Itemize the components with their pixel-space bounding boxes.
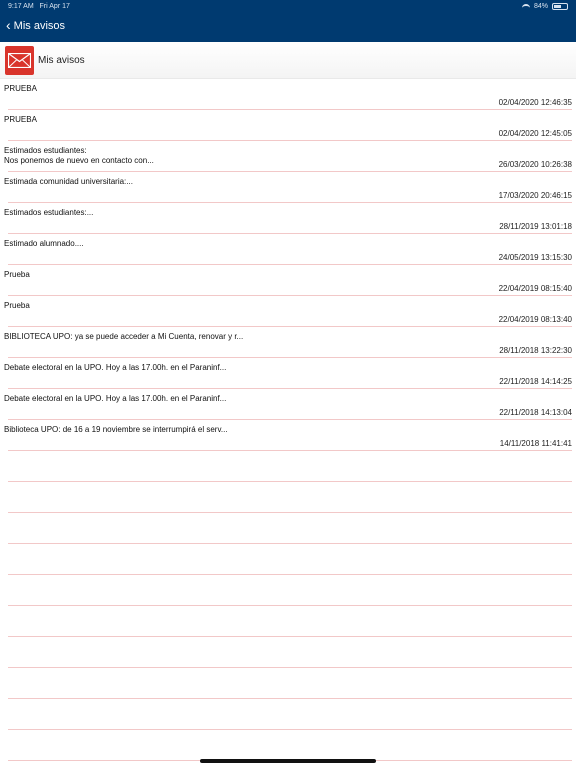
list-item[interactable] <box>4 79 572 110</box>
notice-date: 02/04/2020 12:45:05 <box>498 129 572 138</box>
notice-date: 22/11/2018 14:13:04 <box>499 408 572 417</box>
notice-date: 14/11/2018 11:41:41 <box>499 439 572 448</box>
status-time-date <box>8 3 70 10</box>
back-label: Mis avisos <box>13 19 66 32</box>
page-title: Mis avisos <box>38 55 85 66</box>
page-header <box>0 42 576 79</box>
notice-title: Estimada comunidad universitaria:... <box>4 177 133 186</box>
battery-percent: 84% <box>533 3 548 10</box>
list-item[interactable] <box>4 389 572 420</box>
list-item[interactable] <box>4 327 572 358</box>
notice-date: 22/04/2019 08:15:40 <box>498 284 572 293</box>
notice-date: 02/04/2020 12:46:35 <box>498 98 572 107</box>
list-item[interactable] <box>4 110 572 141</box>
notice-date: 26/03/2020 10:26:38 <box>498 160 572 169</box>
notice-date: 17/03/2020 20:46:15 <box>498 191 572 200</box>
status-bar <box>0 0 576 14</box>
notice-title: Prueba <box>4 301 30 310</box>
notice-title: Estimados estudiantes:... <box>4 208 94 217</box>
list-item[interactable] <box>4 420 572 451</box>
list-item[interactable] <box>4 265 572 296</box>
empty-row-separator <box>8 575 572 606</box>
status-date: Fri Apr 17 <box>39 3 70 10</box>
empty-row-separator <box>8 482 572 513</box>
list-item[interactable] <box>4 172 572 203</box>
empty-row-separator <box>8 544 572 575</box>
notice-title: Debate electoral en la UPO. Hoy a las 17.00h. en el Paraninf... <box>4 394 227 403</box>
list-item[interactable] <box>4 234 572 265</box>
navigation-bar <box>0 14 576 42</box>
empty-row-separator <box>8 451 572 482</box>
notice-title: Debate electoral en la UPO. Hoy a las 17.00h. en el Paraninf... <box>4 363 227 372</box>
status-time: 9:17 AM <box>8 3 34 10</box>
notice-date: 22/04/2019 08:13:40 <box>498 315 572 324</box>
notice-list <box>0 79 576 761</box>
empty-row-separator <box>8 699 572 730</box>
empty-row-separator <box>8 606 572 637</box>
notice-date: 22/11/2018 14:14:25 <box>499 377 572 386</box>
notice-date: 28/11/2018 13:22:30 <box>499 346 572 355</box>
empty-row-separator <box>8 637 572 668</box>
empty-row-separator <box>8 668 572 699</box>
list-item[interactable] <box>4 141 572 172</box>
battery-icon <box>552 3 568 10</box>
wifi-icon <box>522 4 530 10</box>
back-button[interactable] <box>6 19 65 32</box>
notice-title: Estimados estudiantes: Nos ponemos de nuevo en contacto con... <box>4 146 154 165</box>
notice-date: 28/11/2019 13:01:18 <box>499 222 572 231</box>
notice-title: Estimado alumnado.... <box>4 239 84 248</box>
list-item[interactable] <box>4 296 572 327</box>
envelope-icon <box>8 53 31 68</box>
chevron-left-icon: ‹ <box>6 17 11 33</box>
list-item[interactable] <box>4 358 572 389</box>
notice-date: 24/05/2019 13:15:30 <box>498 253 572 262</box>
home-indicator <box>200 759 376 763</box>
status-right <box>522 3 568 10</box>
list-item[interactable] <box>4 203 572 234</box>
empty-row-separator <box>8 730 572 761</box>
notice-title: PRUEBA <box>4 115 37 124</box>
mail-icon <box>5 46 34 75</box>
notice-title: PRUEBA <box>4 84 37 93</box>
notice-title: Prueba <box>4 270 30 279</box>
notice-title: Biblioteca UPO: de 16 a 19 noviembre se interrumpirá el serv... <box>4 425 228 434</box>
empty-row-separator <box>8 513 572 544</box>
notice-title: BIBLIOTECA UPO: ya se puede acceder a Mi Cuenta, renovar y r... <box>4 332 244 341</box>
